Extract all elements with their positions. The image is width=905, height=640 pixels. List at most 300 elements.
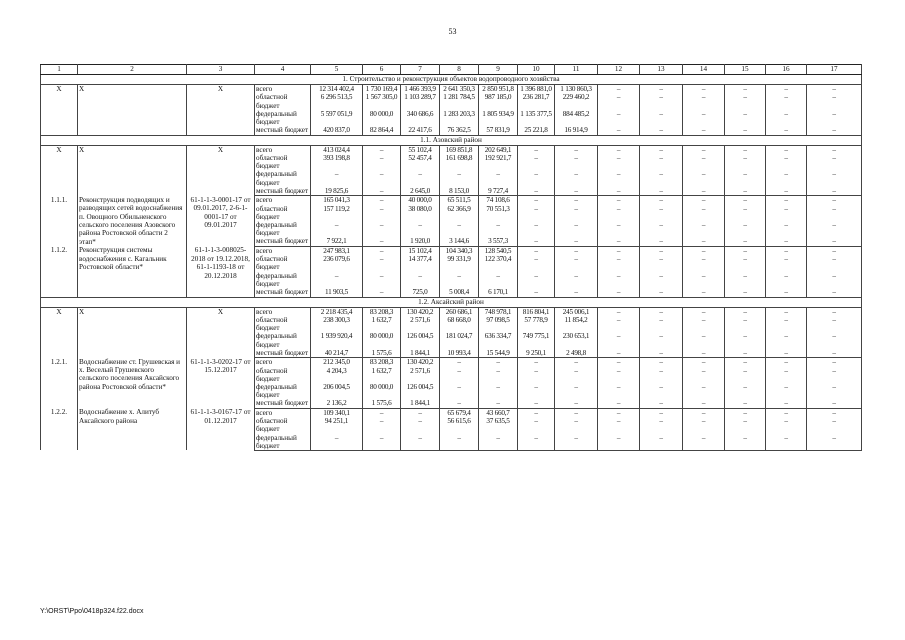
funding-source-label: всего bbox=[255, 196, 311, 205]
amount-cell: – bbox=[766, 246, 807, 255]
amount-cell: – bbox=[640, 237, 683, 246]
amount-cell: 636 334,7 bbox=[479, 332, 518, 348]
amount-cell: 65 511,5 bbox=[440, 196, 479, 205]
amount-cell: – bbox=[363, 417, 401, 433]
amount-cell: 2 136,2 bbox=[311, 399, 363, 408]
amount-cell: – bbox=[640, 408, 683, 417]
amount-cell: – bbox=[725, 383, 766, 399]
amount-cell: – bbox=[725, 316, 766, 332]
amount-cell: – bbox=[725, 154, 766, 170]
amount-cell: – bbox=[311, 434, 363, 451]
amount-cell: – bbox=[555, 255, 598, 271]
amount-cell: – bbox=[725, 417, 766, 433]
amount-cell: 2 641 350,3 bbox=[440, 85, 479, 94]
amount-cell: 165 041,3 bbox=[311, 196, 363, 205]
column-header: 12 bbox=[598, 65, 640, 75]
amount-cell: – bbox=[725, 408, 766, 417]
funding-source-label: областной бюджет bbox=[255, 316, 311, 332]
amount-cell: – bbox=[766, 408, 807, 417]
amount-cell: – bbox=[640, 399, 683, 408]
column-header: 14 bbox=[683, 65, 725, 75]
amount-cell: – bbox=[725, 367, 766, 383]
amount-cell: – bbox=[598, 93, 640, 109]
amount-cell: – bbox=[683, 272, 725, 288]
amount-cell: – bbox=[807, 237, 862, 246]
amount-cell: 169 851,8 bbox=[440, 145, 479, 154]
amount-cell: – bbox=[640, 307, 683, 316]
item-number: Х bbox=[41, 307, 78, 358]
amount-cell: – bbox=[363, 187, 401, 196]
amount-cell: – bbox=[807, 288, 862, 297]
section-header-row bbox=[41, 297, 862, 307]
amount-cell: 340 686,6 bbox=[401, 110, 440, 126]
amount-cell: – bbox=[807, 307, 862, 316]
amount-cell: – bbox=[807, 154, 862, 170]
amount-cell: – bbox=[479, 221, 518, 237]
amount-cell: – bbox=[640, 367, 683, 383]
section-title: 1.1. Азовский район bbox=[41, 135, 862, 145]
amount-cell: – bbox=[683, 246, 725, 255]
amount-cell: – bbox=[640, 288, 683, 297]
amount-cell: 3 557,3 bbox=[479, 237, 518, 246]
amount-cell: – bbox=[555, 170, 598, 186]
amount-cell: – bbox=[807, 221, 862, 237]
item-number: Х bbox=[41, 85, 78, 136]
amount-cell: 7 922,1 bbox=[311, 237, 363, 246]
amount-cell: – bbox=[683, 170, 725, 186]
funding-source-label: местный бюджет bbox=[255, 126, 311, 135]
amount-cell: 749 775,1 bbox=[518, 332, 555, 348]
amount-cell: – bbox=[640, 205, 683, 221]
amount-cell: 1 103 289,7 bbox=[401, 93, 440, 109]
amount-cell: – bbox=[518, 408, 555, 417]
amount-cell: – bbox=[766, 205, 807, 221]
amount-cell: 6 296 513,5 bbox=[311, 93, 363, 109]
amount-cell: – bbox=[311, 170, 363, 186]
amount-cell: – bbox=[725, 358, 766, 367]
amount-cell: – bbox=[807, 399, 862, 408]
amount-cell: – bbox=[555, 221, 598, 237]
amount-cell: 57 778,9 bbox=[518, 316, 555, 332]
amount-cell: – bbox=[766, 349, 807, 358]
amount-cell: – bbox=[598, 170, 640, 186]
amount-cell: – bbox=[683, 408, 725, 417]
amount-cell: – bbox=[766, 367, 807, 383]
amount-cell: – bbox=[598, 145, 640, 154]
amount-cell: – bbox=[518, 288, 555, 297]
amount-cell: 202 649,1 bbox=[479, 145, 518, 154]
amount-cell: – bbox=[518, 196, 555, 205]
amount-cell: – bbox=[598, 358, 640, 367]
amount-cell: – bbox=[766, 399, 807, 408]
funding-source-label: всего bbox=[255, 358, 311, 367]
funding-source-label: всего bbox=[255, 307, 311, 316]
amount-cell: – bbox=[555, 408, 598, 417]
amount-cell: 94 251,1 bbox=[311, 417, 363, 433]
amount-cell: – bbox=[363, 246, 401, 255]
program-table bbox=[40, 64, 862, 451]
funding-source-label: федеральный бюджет bbox=[255, 332, 311, 348]
amount-cell: – bbox=[640, 332, 683, 348]
amount-cell: – bbox=[363, 154, 401, 170]
amount-cell: 126 004,5 bbox=[401, 383, 440, 399]
object-name: Х bbox=[78, 307, 187, 358]
amount-cell: – bbox=[555, 434, 598, 451]
amount-cell: – bbox=[555, 145, 598, 154]
amount-cell: – bbox=[479, 367, 518, 383]
amount-cell: – bbox=[766, 288, 807, 297]
funding-row bbox=[41, 358, 862, 367]
amount-cell: – bbox=[807, 170, 862, 186]
amount-cell: 65 679,4 bbox=[440, 408, 479, 417]
amount-cell: – bbox=[555, 237, 598, 246]
amount-cell: 9 727,4 bbox=[479, 187, 518, 196]
amount-cell: 82 864,4 bbox=[363, 126, 401, 135]
amount-cell: – bbox=[766, 170, 807, 186]
amount-cell: – bbox=[363, 221, 401, 237]
amount-cell: – bbox=[683, 187, 725, 196]
expertise-reference: Х bbox=[187, 307, 255, 358]
funding-source-label: всего bbox=[255, 408, 311, 417]
amount-cell: – bbox=[766, 332, 807, 348]
object-name: Реконструкция подводящих и разводящих сетей водоснабжения п. Овощного Обильненского сельского поселения Азовского района Ростовской области 2 этап* bbox=[78, 196, 187, 247]
amount-cell: – bbox=[311, 221, 363, 237]
amount-cell: 236 281,7 bbox=[518, 93, 555, 109]
column-header: 6 bbox=[363, 65, 401, 75]
funding-source-label: федеральный бюджет bbox=[255, 110, 311, 126]
amount-cell: 68 668,0 bbox=[440, 316, 479, 332]
amount-cell: – bbox=[598, 221, 640, 237]
amount-cell: 238 300,3 bbox=[311, 316, 363, 332]
funding-source-label: местный бюджет bbox=[255, 349, 311, 358]
amount-cell: – bbox=[640, 126, 683, 135]
amount-cell: – bbox=[479, 358, 518, 367]
amount-cell: – bbox=[598, 332, 640, 348]
amount-cell: – bbox=[363, 205, 401, 221]
amount-cell: 15 544,9 bbox=[479, 349, 518, 358]
amount-cell: – bbox=[683, 367, 725, 383]
amount-cell: – bbox=[363, 408, 401, 417]
amount-cell: 192 921,7 bbox=[479, 154, 518, 170]
page-number: 53 bbox=[448, 27, 457, 36]
amount-cell: – bbox=[683, 255, 725, 271]
amount-cell: – bbox=[640, 145, 683, 154]
amount-cell: – bbox=[807, 316, 862, 332]
amount-cell: – bbox=[598, 196, 640, 205]
amount-cell: – bbox=[479, 272, 518, 288]
amount-cell: – bbox=[640, 93, 683, 109]
amount-cell: 14 377,4 bbox=[401, 255, 440, 271]
object-name: Водоснабжение х. Алитуб Аксайского района bbox=[78, 408, 187, 450]
amount-cell: – bbox=[518, 187, 555, 196]
amount-cell: – bbox=[766, 145, 807, 154]
amount-cell: – bbox=[640, 85, 683, 94]
amount-cell: – bbox=[598, 237, 640, 246]
amount-cell: – bbox=[683, 358, 725, 367]
amount-cell: – bbox=[725, 85, 766, 94]
amount-cell: – bbox=[640, 196, 683, 205]
amount-cell: – bbox=[640, 417, 683, 433]
column-header: 8 bbox=[440, 65, 479, 75]
amount-cell: – bbox=[440, 221, 479, 237]
item-number: 1.1.2. bbox=[41, 246, 78, 297]
section-header-row bbox=[41, 135, 862, 145]
amount-cell: – bbox=[363, 288, 401, 297]
amount-cell: 9 250,1 bbox=[518, 349, 555, 358]
item-number: 1.2.2. bbox=[41, 408, 78, 450]
amount-cell: – bbox=[725, 110, 766, 126]
amount-cell: – bbox=[640, 383, 683, 399]
amount-cell: – bbox=[725, 246, 766, 255]
funding-source-label: местный бюджет bbox=[255, 187, 311, 196]
amount-cell: 10 993,4 bbox=[440, 349, 479, 358]
amount-cell: – bbox=[598, 307, 640, 316]
amount-cell: 37 635,5 bbox=[479, 417, 518, 433]
amount-cell: 19 825,6 bbox=[311, 187, 363, 196]
amount-cell: 43 660,7 bbox=[479, 408, 518, 417]
funding-source-label: всего bbox=[255, 145, 311, 154]
expertise-reference: 61-1-1-3-0167-17 от 01.12.2017 bbox=[187, 408, 255, 450]
amount-cell: – bbox=[766, 316, 807, 332]
amount-cell: 40 000,0 bbox=[401, 196, 440, 205]
amount-cell: – bbox=[683, 332, 725, 348]
amount-cell: – bbox=[766, 417, 807, 433]
amount-cell: 1 466 393,9 bbox=[401, 85, 440, 94]
file-path-footer: Y:\ORST\Ppo\0418p324.f22.docx bbox=[40, 608, 144, 615]
amount-cell: – bbox=[807, 110, 862, 126]
amount-cell: – bbox=[401, 221, 440, 237]
expertise-reference: Х bbox=[187, 85, 255, 136]
amount-cell: – bbox=[807, 93, 862, 109]
funding-row bbox=[41, 196, 862, 205]
amount-cell: – bbox=[766, 187, 807, 196]
amount-cell: – bbox=[598, 205, 640, 221]
funding-source-label: местный бюджет bbox=[255, 288, 311, 297]
funding-source-label: местный бюджет bbox=[255, 399, 311, 408]
amount-cell: 62 366,9 bbox=[440, 205, 479, 221]
amount-cell: – bbox=[401, 408, 440, 417]
item-number: 1.1.1. bbox=[41, 196, 78, 247]
item-number: 1.2.1. bbox=[41, 358, 78, 409]
amount-cell: 2 498,8 bbox=[555, 349, 598, 358]
amount-cell: – bbox=[555, 358, 598, 367]
expertise-reference: Х bbox=[187, 145, 255, 196]
amount-cell: – bbox=[598, 434, 640, 451]
amount-cell: – bbox=[725, 288, 766, 297]
section-header-row bbox=[41, 75, 862, 85]
expertise-reference: 61-1-1-3-0001-17 от 09.01.2017, 2-6-1-0001-17 от 09.01.2017 bbox=[187, 196, 255, 247]
amount-cell: 38 080,0 bbox=[401, 205, 440, 221]
amount-cell: 40 214,7 bbox=[311, 349, 363, 358]
amount-cell: – bbox=[766, 383, 807, 399]
amount-cell: – bbox=[807, 85, 862, 94]
column-header: 2 bbox=[78, 65, 187, 75]
amount-cell: – bbox=[440, 383, 479, 399]
amount-cell: – bbox=[766, 255, 807, 271]
funding-source-label: областной бюджет bbox=[255, 154, 311, 170]
amount-cell: – bbox=[807, 205, 862, 221]
amount-cell: 1 844,1 bbox=[401, 349, 440, 358]
amount-cell: 122 370,4 bbox=[479, 255, 518, 271]
amount-cell: – bbox=[683, 399, 725, 408]
amount-cell: – bbox=[807, 349, 862, 358]
amount-cell: 76 362,5 bbox=[440, 126, 479, 135]
column-header: 3 bbox=[187, 65, 255, 75]
amount-cell: – bbox=[766, 85, 807, 94]
amount-cell: – bbox=[683, 196, 725, 205]
amount-cell: 25 221,8 bbox=[518, 126, 555, 135]
amount-cell: – bbox=[555, 288, 598, 297]
amount-cell: – bbox=[518, 221, 555, 237]
column-header: 10 bbox=[518, 65, 555, 75]
amount-cell: – bbox=[766, 110, 807, 126]
amount-cell: 80 000,0 bbox=[363, 332, 401, 348]
amount-cell: 1 575,6 bbox=[363, 349, 401, 358]
object-name: Х bbox=[78, 85, 187, 136]
amount-cell: 15 102,4 bbox=[401, 246, 440, 255]
amount-cell: – bbox=[598, 288, 640, 297]
amount-cell: – bbox=[363, 196, 401, 205]
amount-cell: – bbox=[555, 205, 598, 221]
amount-cell: – bbox=[518, 358, 555, 367]
object-name: Реконструкция системы водоснабжения с. Кагальник Ростовской области* bbox=[78, 246, 187, 297]
amount-cell: – bbox=[766, 154, 807, 170]
amount-cell: – bbox=[440, 358, 479, 367]
amount-cell: 80 000,0 bbox=[363, 110, 401, 126]
amount-cell: 1 396 881,0 bbox=[518, 85, 555, 94]
section-title: 1. Строительство и реконструкция объектов водопроводного хозяйства bbox=[41, 75, 862, 85]
amount-cell: – bbox=[640, 349, 683, 358]
amount-cell: – bbox=[518, 399, 555, 408]
amount-cell: – bbox=[683, 154, 725, 170]
amount-cell: – bbox=[766, 126, 807, 135]
amount-cell: – bbox=[725, 237, 766, 246]
amount-cell: – bbox=[518, 434, 555, 451]
amount-cell: – bbox=[725, 205, 766, 221]
amount-cell: – bbox=[640, 187, 683, 196]
amount-cell: – bbox=[683, 434, 725, 451]
section-title: 1.2. Аксайский район bbox=[41, 297, 862, 307]
amount-cell: 126 004,5 bbox=[401, 332, 440, 348]
amount-cell: 74 108,6 bbox=[479, 196, 518, 205]
amount-cell: – bbox=[807, 272, 862, 288]
amount-cell: – bbox=[683, 237, 725, 246]
amount-cell: 181 024,7 bbox=[440, 332, 479, 348]
amount-cell: – bbox=[807, 417, 862, 433]
amount-cell: – bbox=[555, 154, 598, 170]
amount-cell: – bbox=[807, 332, 862, 348]
amount-cell: 816 804,1 bbox=[518, 307, 555, 316]
amount-cell: – bbox=[640, 154, 683, 170]
amount-cell: 4 204,3 bbox=[311, 367, 363, 383]
amount-cell: – bbox=[725, 399, 766, 408]
amount-cell: – bbox=[807, 246, 862, 255]
funding-source-label: областной бюджет bbox=[255, 255, 311, 271]
funding-source-label: местный бюджет bbox=[255, 237, 311, 246]
amount-cell: – bbox=[518, 237, 555, 246]
amount-cell: – bbox=[766, 358, 807, 367]
program-table-body bbox=[41, 65, 862, 451]
amount-cell: – bbox=[363, 237, 401, 246]
amount-cell: 987 185,0 bbox=[479, 93, 518, 109]
amount-cell: – bbox=[640, 170, 683, 186]
amount-cell: – bbox=[479, 170, 518, 186]
amount-cell: – bbox=[518, 246, 555, 255]
amount-cell: – bbox=[518, 170, 555, 186]
amount-cell: – bbox=[725, 145, 766, 154]
amount-cell: 1 920,0 bbox=[401, 237, 440, 246]
amount-cell: 247 983,1 bbox=[311, 246, 363, 255]
amount-cell: – bbox=[766, 237, 807, 246]
amount-cell: – bbox=[807, 187, 862, 196]
amount-cell: – bbox=[766, 196, 807, 205]
amount-cell: – bbox=[807, 255, 862, 271]
column-header: 13 bbox=[640, 65, 683, 75]
funding-row bbox=[41, 408, 862, 417]
expertise-reference: 61-1-1-3-008025-2018 от 19.12.2018, 61-1-1193-18 от 20.12.2018 bbox=[187, 246, 255, 297]
funding-source-label: федеральный бюджет bbox=[255, 272, 311, 288]
amount-cell: 1 730 169,4 bbox=[363, 85, 401, 94]
column-header: 5 bbox=[311, 65, 363, 75]
amount-cell: – bbox=[440, 170, 479, 186]
amount-cell: 1 844,1 bbox=[401, 399, 440, 408]
amount-cell: 70 551,3 bbox=[479, 205, 518, 221]
amount-cell: 1 632,7 bbox=[363, 316, 401, 332]
amount-cell: – bbox=[401, 417, 440, 433]
amount-cell: – bbox=[807, 358, 862, 367]
program-table-container bbox=[40, 64, 861, 451]
amount-cell: – bbox=[807, 434, 862, 451]
amount-cell: – bbox=[401, 170, 440, 186]
amount-cell: – bbox=[683, 205, 725, 221]
amount-cell: 1 805 934,9 bbox=[479, 110, 518, 126]
amount-cell: 1 135 377,5 bbox=[518, 110, 555, 126]
amount-cell: – bbox=[479, 434, 518, 451]
amount-cell: 212 345,0 bbox=[311, 358, 363, 367]
amount-cell: – bbox=[725, 434, 766, 451]
amount-cell: 8 153,0 bbox=[440, 187, 479, 196]
amount-cell: – bbox=[807, 383, 862, 399]
amount-cell: – bbox=[683, 93, 725, 109]
amount-cell: 1 130 860,3 bbox=[555, 85, 598, 94]
amount-cell: 229 460,2 bbox=[555, 93, 598, 109]
amount-cell: – bbox=[311, 272, 363, 288]
amount-cell: – bbox=[363, 255, 401, 271]
amount-cell: – bbox=[683, 417, 725, 433]
amount-cell: – bbox=[440, 367, 479, 383]
amount-cell: – bbox=[725, 221, 766, 237]
funding-source-label: федеральный бюджет bbox=[255, 383, 311, 399]
amount-cell: – bbox=[725, 332, 766, 348]
amount-cell: – bbox=[479, 383, 518, 399]
amount-cell: 99 331,9 bbox=[440, 255, 479, 271]
amount-cell: – bbox=[683, 349, 725, 358]
funding-row bbox=[41, 85, 862, 94]
amount-cell: 2 218 435,4 bbox=[311, 307, 363, 316]
funding-source-label: областной бюджет bbox=[255, 205, 311, 221]
amount-cell: 16 914,9 bbox=[555, 126, 598, 135]
amount-cell: 2 850 951,8 bbox=[479, 85, 518, 94]
amount-cell: 128 540,5 bbox=[479, 246, 518, 255]
amount-cell: – bbox=[518, 205, 555, 221]
funding-source-label: областной бюджет bbox=[255, 367, 311, 383]
amount-cell: – bbox=[725, 187, 766, 196]
object-name: Х bbox=[78, 145, 187, 196]
funding-source-label: всего bbox=[255, 246, 311, 255]
amount-cell: – bbox=[555, 272, 598, 288]
amount-cell: – bbox=[598, 126, 640, 135]
amount-cell: 2 571,6 bbox=[401, 367, 440, 383]
